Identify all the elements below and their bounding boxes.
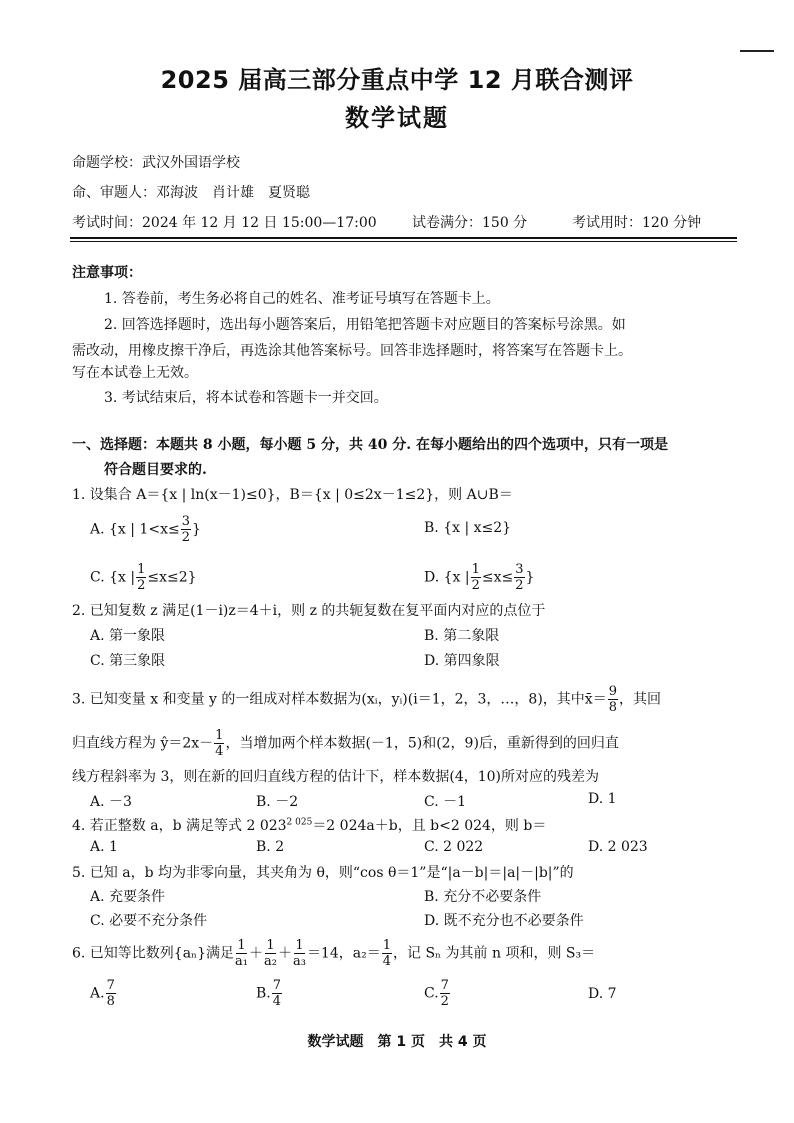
meta-authors: 命、审题人：邓海波 肖计雄 夏贤聪 (72, 185, 310, 201)
question-5-option-c: C. 必要不充分条件 (90, 913, 208, 929)
question-6-stem: 6. 已知等比数列{aₙ}满足 $\frac{1}{\text{a₁}}$ ＋ $\frac{1}{\text{a₂}}$ ＋ $\frac{1}{\text{a₃}}$ ＝14，a₂＝ $\frac{1}{4}$ ，记 Sₙ 为其前 n 项和，则 S₃＝ (72, 938, 596, 969)
question-4-option-a: A. 1 (90, 839, 118, 855)
notice-heading: 注意事项： (72, 265, 142, 281)
question-1-stem: 1. 设集合 A＝{x | ln(x－1)≤0}，B＝{x | 0≤2x－1≤2}，则 A∪B＝ (72, 487, 513, 503)
question-3-option-d: D. 1 (588, 791, 617, 807)
notice-item-2-cont: 需改动，用橡皮擦干净后，再选涂其他答案标号。回答非选择题时，将答案写在答题卡上。 (72, 343, 632, 359)
meta-exam-info (72, 212, 732, 232)
corner-mark (740, 50, 774, 52)
question-1-option-b: B. {x | x≤2} (424, 520, 512, 536)
section-1-heading-cont: 符合题目要求的. (104, 462, 207, 478)
question-2-stem: 2. 已知复数 z 满足(1－i)z＝4＋i，则 z 的共轭复数在复平面内对应的点位于 (72, 603, 546, 619)
header-rule (70, 237, 737, 239)
question-2-option-b: B. 第二象限 (424, 628, 500, 644)
question-1-option-a: A. {x | 1<x≤ $\frac{3}{2}$ } (90, 514, 201, 545)
question-3-option-b: B. －2 (256, 794, 299, 810)
question-4-option-b: B. 2 (256, 839, 285, 855)
question-4-option-c: C. 2 022 (424, 839, 484, 855)
meta-duration: 考试用时：120 分钟 (572, 215, 702, 231)
notice-item-2-end: 写在本试卷上无效。 (72, 365, 198, 381)
question-3-option-a: A. －3 (90, 794, 132, 810)
question-1-option-d: D. {x | $\frac{1}{2}$ ≤x≤ $\frac{3}{2}$ } (424, 562, 535, 593)
notice-item-2: 2. 回答选择题时，选出每小题答案后，用铅笔把答题卡对应题目的答案标号涂黑。如 (104, 317, 626, 333)
question-3-line-3: 线方程斜率为 3，则在新的回归直线方程的估计下，样本数据(4，10)所对应的残差为 (72, 769, 600, 785)
question-2-option-d: D. 第四象限 (424, 653, 500, 669)
section-1-heading: 一、选择题：本题共 8 小题，每小题 5 分，共 40 分. 在每小题给出的四个选项中，只有一项是 (72, 437, 668, 453)
question-5-option-a: A. 充要条件 (90, 889, 166, 905)
question-5-option-b: B. 充分不必要条件 (424, 889, 542, 905)
meta-school: 命题学校：武汉外国语学校 (72, 155, 240, 171)
question-1-option-c: C. {x | $\frac{1}{2}$ ≤x≤2} (90, 562, 197, 593)
question-5-option-d: D. 既不充分也不必要条件 (424, 913, 584, 929)
question-2-option-c: C. 第三象限 (90, 653, 166, 669)
question-6-option-d: D. 7 (588, 986, 617, 1002)
page-footer: 数学试题 第 1 页 共 4 页 (307, 1034, 487, 1050)
meta-full-score: 试卷满分：150 分 (412, 215, 528, 231)
question-6-option-c: C. $\frac{7}{2}$ (424, 978, 449, 1009)
question-4-option-d: D. 2 023 (588, 839, 648, 855)
question-3-option-c: C. －1 (424, 794, 467, 810)
question-3-line-1: 3. 已知变量 x 和变量 y 的一组成对样本数据为(xᵢ，yᵢ)(i＝1，2，3，…，8)，其中x̄＝ $\frac{9}{8}$ ，其回 (72, 684, 661, 715)
header-rule-thin (70, 241, 737, 242)
question-2-option-a: A. 第一象限 (90, 628, 166, 644)
question-6-option-b: B. $\frac{7}{4}$ (256, 978, 282, 1009)
question-5-stem: 5. 已知 a，b 均为非零向量，其夹角为 θ，则“cos θ＝1”是“|a－b|＝|a|－|b|”的 (72, 865, 574, 881)
question-3-line-2: 归直线方程为 ŷ＝2x－ $\frac{1}{4}$ ，当增加两个样本数据(－1，5)和(2，9)后，重新得到的回归直 (72, 728, 619, 759)
notice-item-3: 3. 考试结束后，将本试卷和答题卡一并交回。 (104, 390, 388, 406)
question-4-stem: 4. 若正整数 a，b 满足等式 2 $023^{2 025}=2$ 024a＋b，且 b<2 024，则 b＝ (72, 817, 547, 834)
question-6-option-a: A. $\frac{7}{8}$ (90, 978, 115, 1009)
exam-title: 2025 届高三部分重点中学 12 月联合测评 (160, 66, 634, 94)
notice-item-1: 1. 答卷前，考生务必将自己的姓名、准考证号填写在答题卡上。 (104, 291, 500, 307)
exam-subject: 数学试题 (345, 104, 449, 132)
meta-exam-time: 考试时间：2024 年 12 月 12 日 15:00—17:00 (72, 215, 377, 231)
